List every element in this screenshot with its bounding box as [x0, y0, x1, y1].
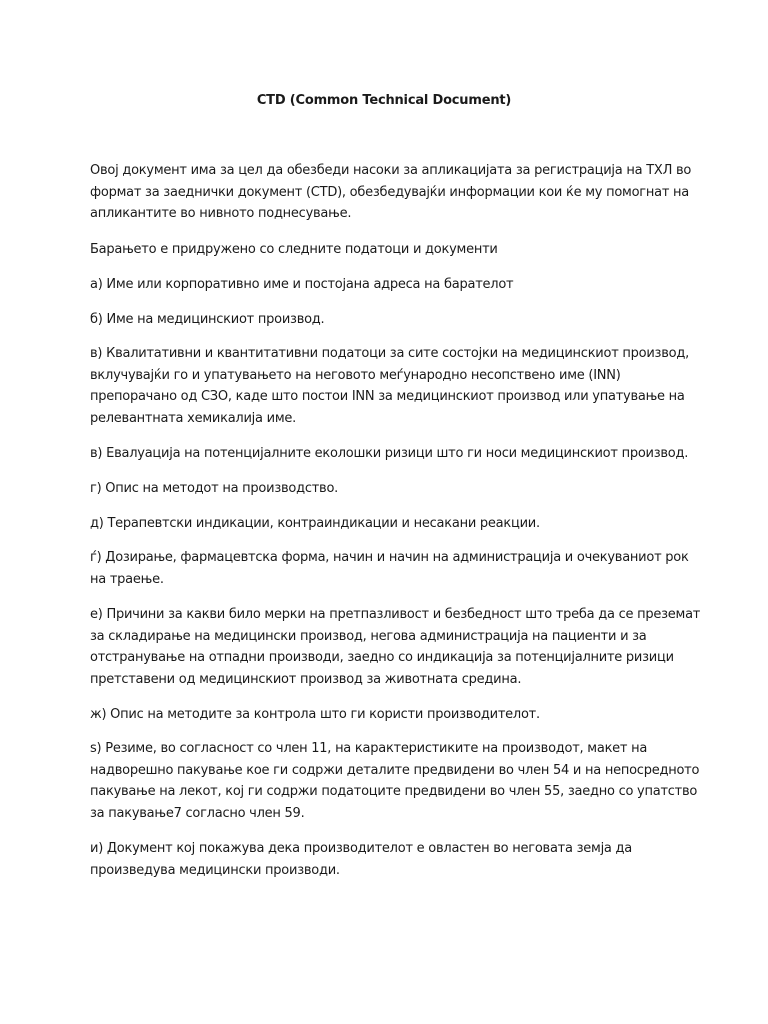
list-item-b	[90, 309, 710, 331]
list-item-gj	[90, 547, 710, 590]
list-item-e	[90, 604, 710, 690]
text-line: формат за заеднички документ (CTD), обезбедувајќи информации кои ќе му помогнат на	[90, 184, 690, 200]
text-line: апликантите во нивното поднесување.	[90, 206, 352, 221]
list-item-i	[90, 838, 710, 881]
text-line: д) Терапевтски индикации, контраиндикации и несакани реакции.	[90, 516, 540, 531]
text-line: произведува медицински производи.	[90, 862, 340, 878]
text-line: на траење.	[90, 571, 164, 587]
text-line: е) Причини за какви било мерки на претпазливост и безбедност што треба да се преземат	[90, 607, 701, 622]
text-line: Овој документ има за цел да обезбеди насоки за апликацијата за регистрација на ТХЛ во	[90, 163, 692, 178]
text-line: за пакување7 согласно член 59.	[90, 805, 305, 821]
text-line: ж) Опис на методите за контрола што ги користи производителот.	[90, 707, 540, 722]
text-line: отстранување на отпадни производи, заедно со индикација за потенцијалните ризици	[90, 650, 674, 665]
text-line: претставени од медицинскиот производ за животната средина.	[90, 671, 522, 687]
text-line: релевантната хемикалија име.	[90, 410, 297, 426]
paragraph-requirements-intro	[90, 239, 710, 261]
text-line: в) Евалуација на потенцијалните еколошки ризици што ги носи медицинскиот производ.	[90, 446, 689, 461]
paragraph-intro	[90, 160, 710, 225]
list-item-g	[90, 478, 710, 500]
text-line: и) Документ кој покажува дека производителот е овластен во неговата земја да	[90, 841, 632, 856]
text-line: ѕ) Резиме, во согласност со член 11, на карактеристиките на производот, макет на	[90, 741, 648, 756]
text-line: вклучувајќи го и упатувањето на неговото меѓународно несопствено име (INN)	[90, 367, 621, 383]
page-title: CTD (Common Technical Document)	[256, 93, 512, 108]
list-item-a	[90, 274, 710, 296]
text-line: пакување на лекот, кој ги содржи податоците предвидени во член 55, заедно со упатство	[90, 784, 698, 799]
list-item-zh	[90, 704, 710, 726]
text-line: г) Опис на методот на производство.	[90, 481, 339, 496]
list-item-v	[90, 343, 710, 429]
text-line: в) Квалитативни и квантитативни податоци за сите состојки на медицинскиот производ,	[90, 346, 689, 361]
text-line: б) Име на медицинскиот производ.	[90, 312, 325, 327]
list-item-dz	[90, 738, 710, 824]
text-line: Барањето е придружено со следните податоци и документи	[90, 242, 498, 257]
text-line: препорачано од СЗО, каде што постои INN за медицинскиот производ или упатување на	[90, 389, 685, 404]
text-line: надворешно пакување кое ги содржи деталите предвидени во член 54 и на непосредното	[90, 762, 700, 778]
list-item-d	[90, 513, 710, 535]
text-line: за складирање на медицински производ, негова администрација на пациенти и за	[90, 628, 647, 644]
list-item-v2	[90, 443, 710, 465]
text-line: а) Име или корпоративно име и постојана адреса на барателот	[90, 277, 514, 292]
text-line: ѓ) Дозирање, фармацевтска форма, начин и начин на администрација и очекуваниот рок	[90, 550, 689, 565]
